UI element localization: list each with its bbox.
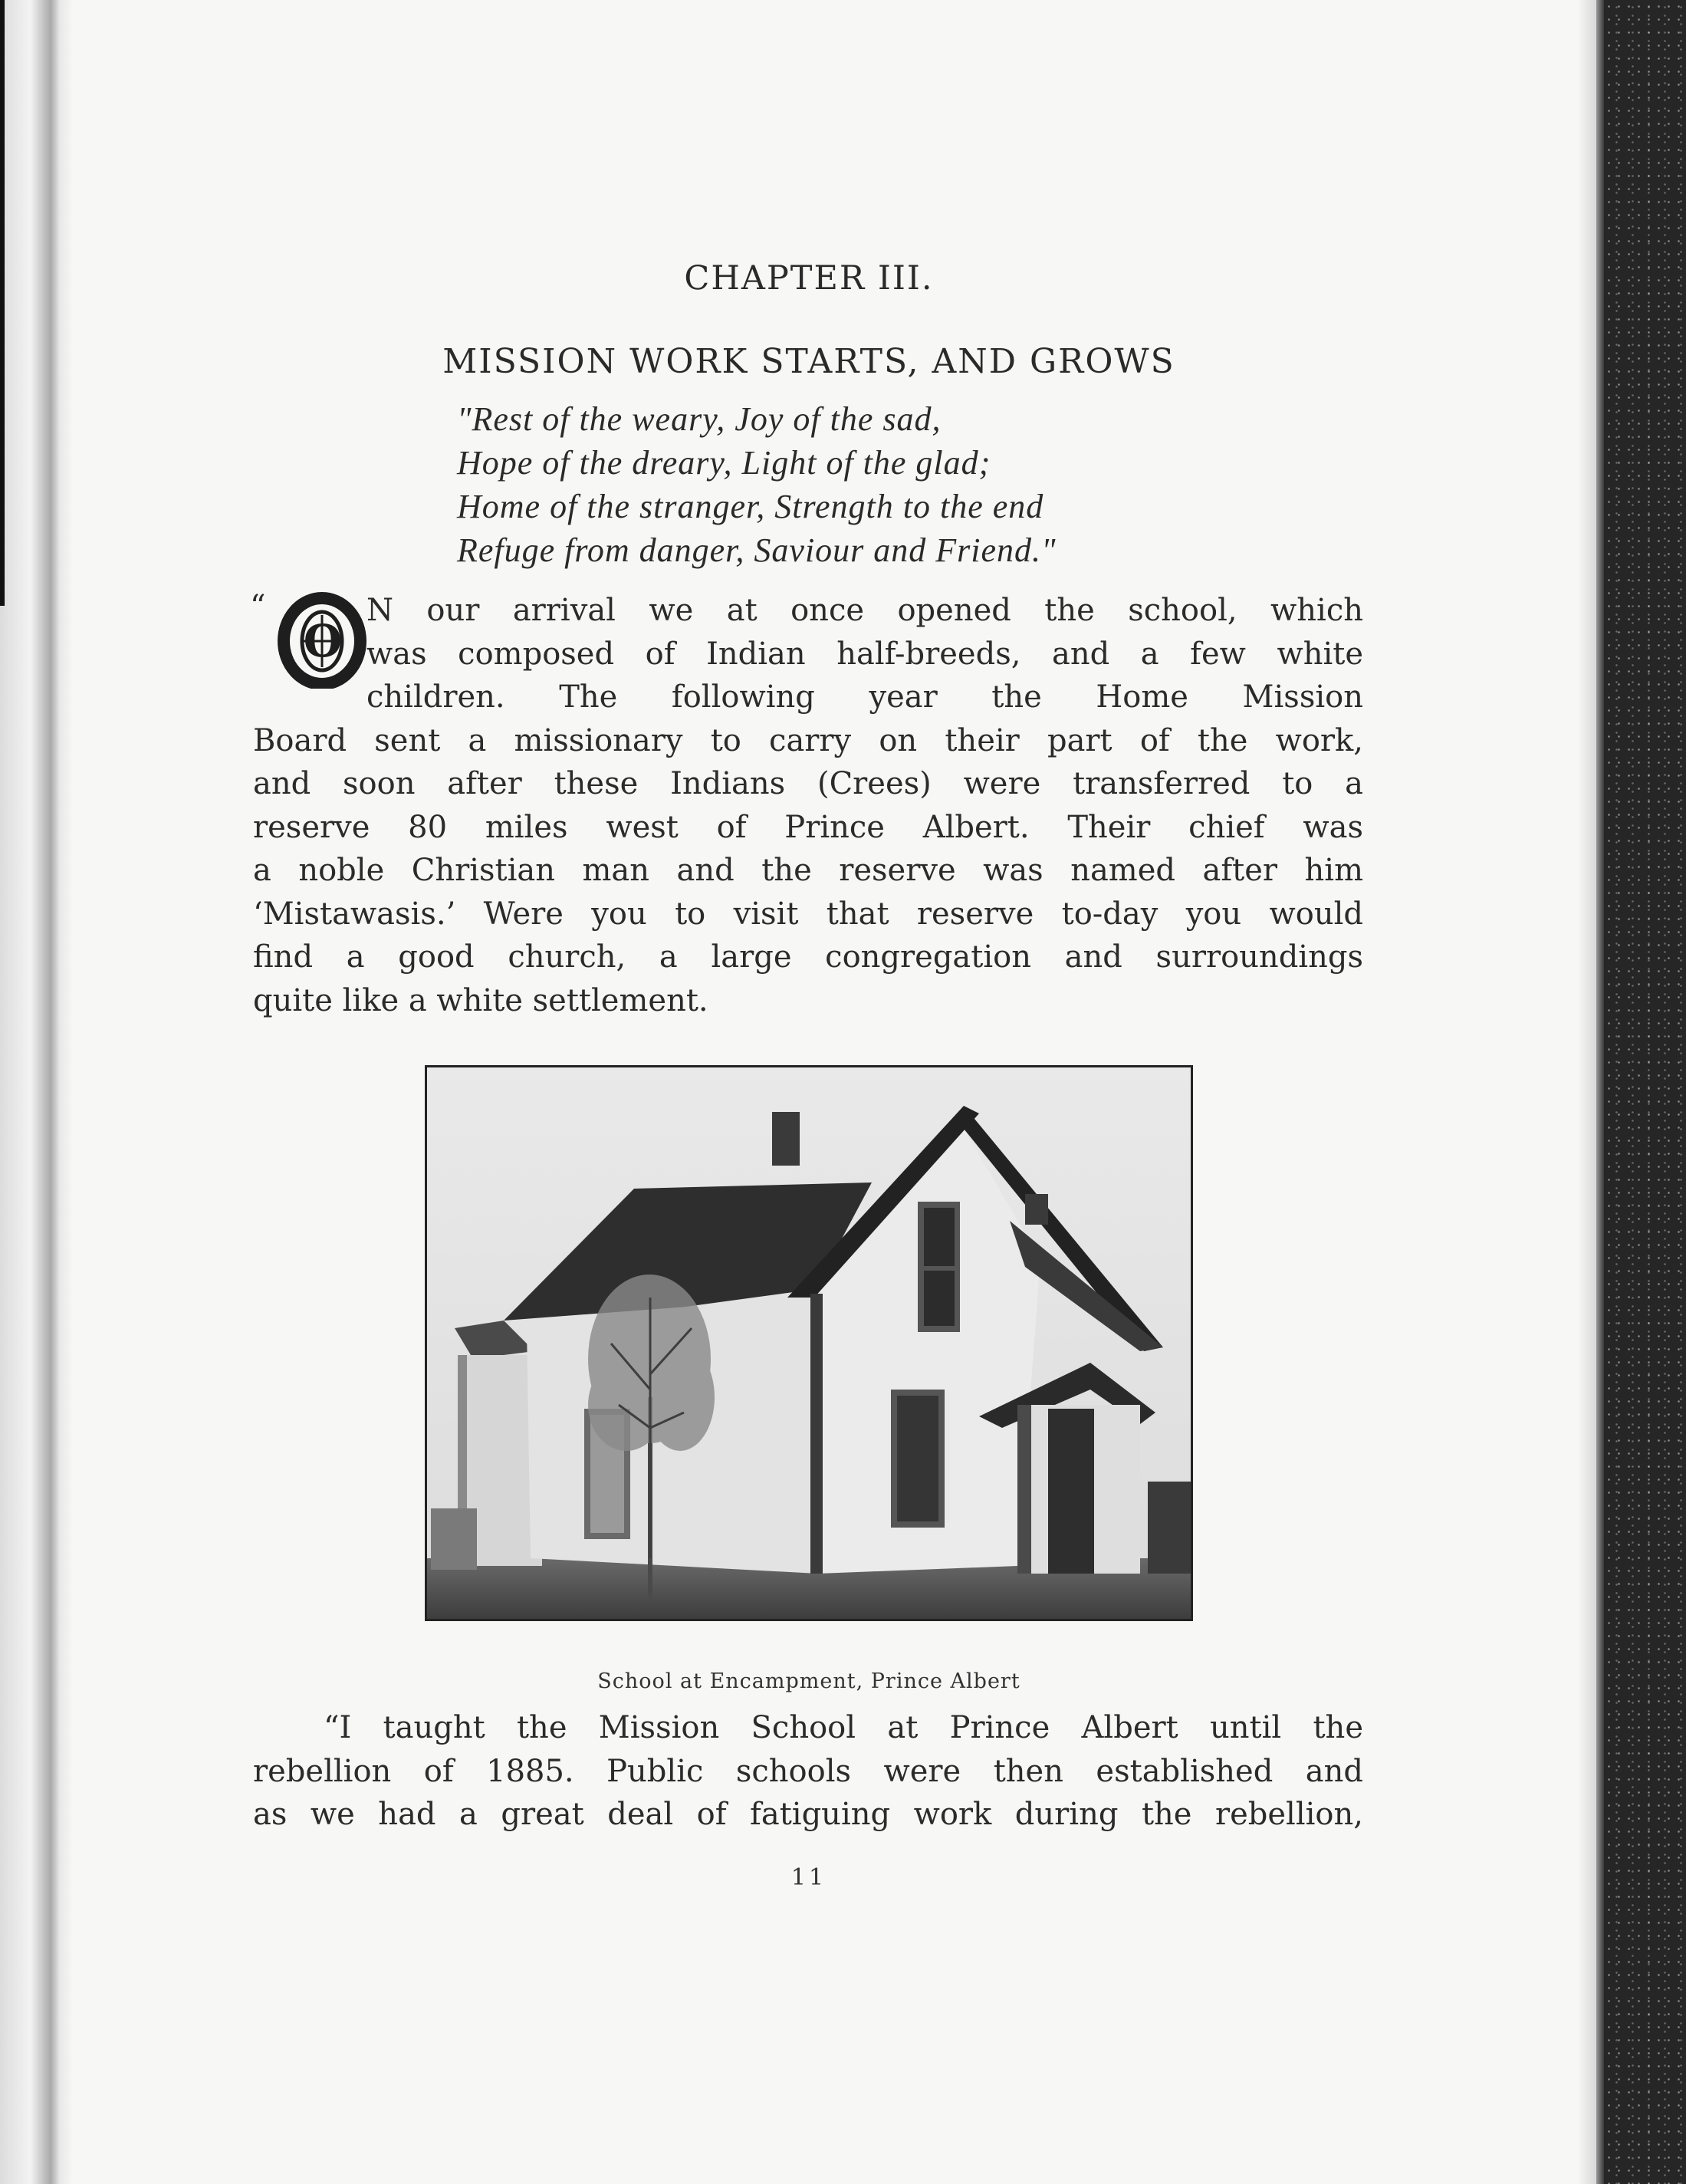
text-line: reserve 80 miles west of Prince Albert. Their chief was [253, 809, 1363, 845]
school-photograph [425, 1065, 1193, 1621]
poem-line: Refuge from danger, Saviour and Friend." [457, 531, 1057, 569]
text-line: ‘Mistawasis.’ Were you to visit that reserve to-day you would [253, 896, 1363, 932]
paragraph-1 [253, 589, 1363, 1022]
paragraph-2 [253, 1706, 1363, 1837]
text-line: Board sent a missionary to carry on their part of the work, [253, 722, 1363, 758]
text-line: children. The following year the Home Mission [366, 679, 1363, 715]
text-line: “I taught the Mission School at Prince Albert until the [324, 1710, 1363, 1745]
text-line: rebellion of 1885. Public schools were then established and [253, 1753, 1363, 1789]
svg-text:O: O [303, 615, 343, 667]
chapter-title: MISSION WORK STARTS, AND GROWS [442, 342, 1175, 381]
poem-line: Home of the stranger, Strength to the end [457, 488, 1044, 525]
figure-caption: School at Encampment, Prince Albert [597, 1669, 1020, 1693]
text-line: N our arrival we at once opened the school, which [366, 593, 1363, 628]
text-line: as we had a great deal of fatiguing work during the rebellion, [253, 1797, 1363, 1832]
text-line: a noble Christian man and the reserve was named after him [253, 853, 1363, 888]
chapter-heading: CHAPTER III. [684, 259, 934, 298]
poem-line: "Rest of the weary, Joy of the sad, [457, 400, 942, 438]
opening-quote-mark: “ [250, 589, 266, 624]
text-line: and soon after these Indians (Crees) were transferred to a [253, 766, 1363, 801]
text-line: find a good church, a large congregation and surroundings [253, 939, 1363, 975]
poem-line: Hope of the dreary, Light of the glad; [457, 444, 991, 482]
school-house-image [427, 1067, 1191, 1619]
page-number: 11 [790, 1864, 827, 1891]
text-line: quite like a white settlement. [253, 982, 708, 1018]
epigraph-poem [457, 397, 1377, 572]
text-line: was composed of Indian half-breeds, and a few white [366, 636, 1363, 672]
